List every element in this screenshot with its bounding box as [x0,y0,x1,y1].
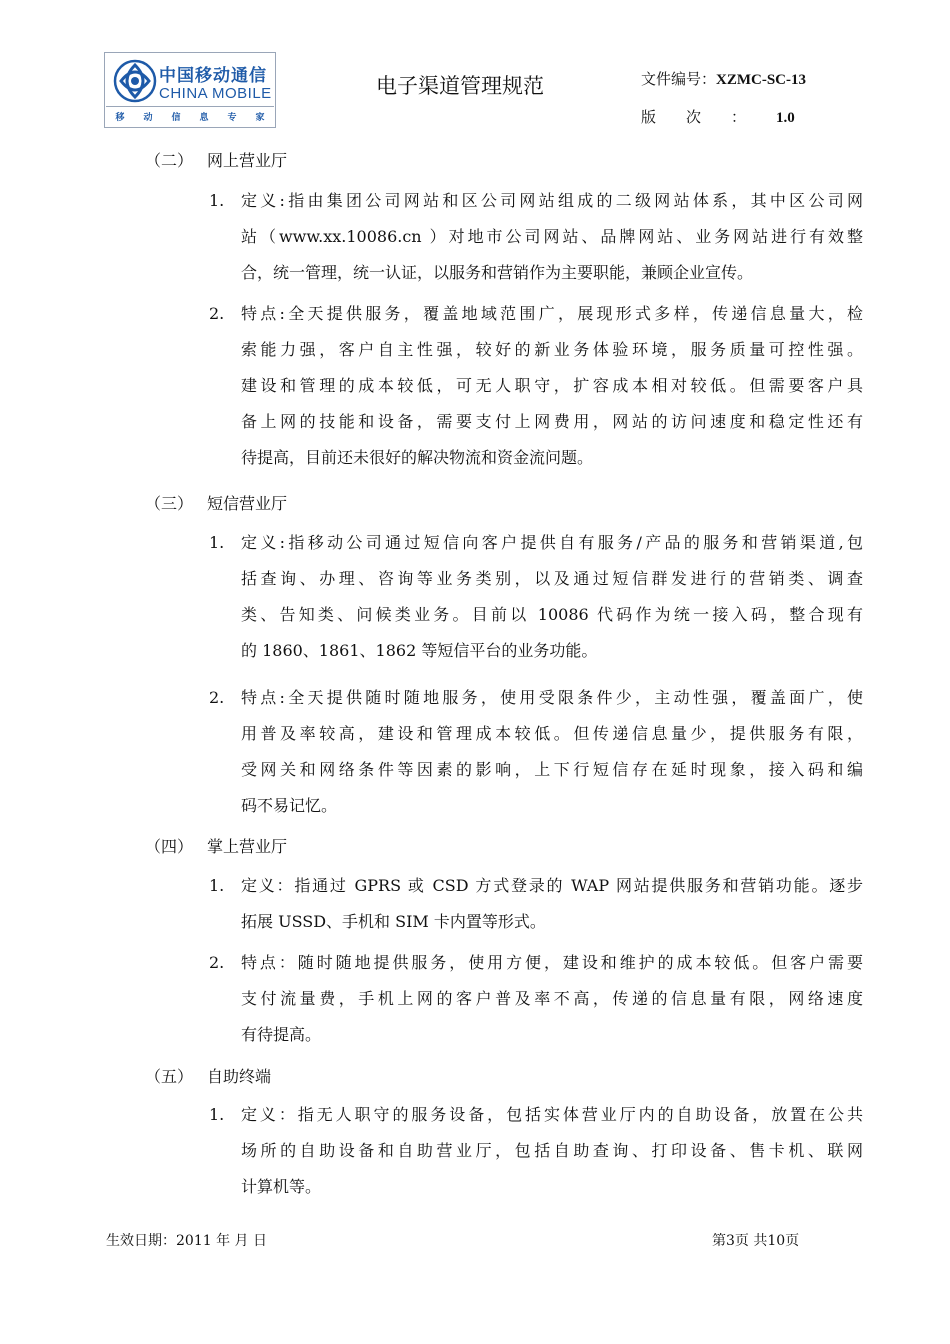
version-label: 版次： [641,108,777,126]
text-line: 特点:全天提供服务，覆盖地域范围广，展现形式多样，传递信息量大，检 [241,304,863,323]
document-title: 电子渠道管理规范 [376,74,544,98]
text-line: 括查询、办理、咨询等业务类别，以及通过短信群发进行的营销类、调查 [241,569,863,588]
text-line: 用普及率较高，建设和管理成本较低。但传递信息量少，提供服务有限， [241,724,863,743]
logo-chinese-name: 中国移动通信 [159,66,267,86]
text-line: 待提高，目前还未很好的解决物流和资金流问题。 [241,448,594,467]
section-title: 短信营业厅 [207,494,288,513]
text-line: 有待提高。 [241,1025,322,1044]
section-title: 掌上营业厅 [207,837,288,856]
logo-slogan-strip [106,106,274,125]
item-text [241,296,863,476]
item-text [241,945,863,1053]
section-number: （三） [145,494,194,513]
item-number: 2. [209,688,225,707]
item-number: 1. [209,191,225,210]
logo-slogan-char: 动 [143,112,153,123]
version-value: 1.0 [776,110,795,126]
text-line: 特点:全天提供随时随地服务，使用受限条件少，主动性强，覆盖面广，使 [241,688,863,707]
section-title: 网上营业厅 [207,151,288,170]
page-number: 第3页 共10页 [712,1233,800,1249]
logo-slogan-char: 信 [171,112,181,123]
item-number: 1. [209,876,225,895]
item-number: 2. [209,953,225,972]
china-mobile-emblem-icon [113,59,157,103]
item-text [241,183,863,291]
text-line: 的 1860、1861、1862 等短信平台的业务功能。 [241,641,598,660]
text-line: 索能力强，客户自主性强，较好的新业务体验环境，服务质量可控性强。 [241,340,863,359]
item-text [241,680,863,824]
text-line: 定义:指移动公司通过短信向客户提供自有服务/产品的服务和营销渠道,包 [241,533,863,552]
document-version [641,106,795,127]
section-heading [145,491,287,514]
logo-slogan-char: 移 [115,112,125,123]
item-number: 1. [209,533,225,552]
document-number-value: XZMC-SC-13 [716,72,807,88]
logo-slogan-char: 息 [199,112,209,123]
text-line: 定义:指由集团公司网站和区公司网站组成的二级网站体系，其中区公司网 [241,191,863,210]
text-line: 拓展 USSD、手机和 SIM 卡内置等形式。 [241,912,546,931]
item-text [241,868,863,940]
text-line: 类、告知类、问候类业务。目前以 10086 代码作为统一接入码，整合现有 [241,605,863,624]
item-number: 2. [209,304,225,323]
text-line: 支付流量费，手机上网的客户普及率不高，传递的信息量有限，网络速度 [241,989,863,1008]
section-number: （四） [145,837,194,856]
section-heading [145,834,287,857]
text-line: 站（www.xx.10086.cn ）对地市公司网站、品牌网站、业务网站进行有效整 [241,227,863,246]
text-line: 码不易记忆。 [241,796,338,815]
item-number: 1. [209,1105,225,1124]
section-title: 自助终端 [207,1067,272,1086]
logo-english-name: CHINA MOBILE [159,85,272,102]
section-number: （二） [145,151,194,170]
effective-date: 生效日期：2011 年 月 日 [106,1233,267,1249]
item-text [241,525,863,669]
text-line: 合，统一管理，统一认证，以服务和营销作为主要职能，兼顾企业宣传。 [241,263,754,282]
section-heading [145,1064,271,1087]
logo-slogan-char: 专 [227,112,237,123]
text-line: 受网关和网络条件等因素的影响，上下行短信存在延时现象，接入码和编 [241,760,863,779]
text-line: 建设和管理的成本较低，可无人职守，扩容成本相对较低。但需要客户具 [241,376,863,395]
text-line: 定义：指无人职守的服务设备，包括实体营业厅内的自助设备，放置在公共 [241,1105,863,1124]
item-text [241,1097,863,1205]
text-line: 定义：指通过 GPRS 或 CSD 方式登录的 WAP 网站提供服务和营销功能。逐步 [241,876,863,895]
text-line: 场所的自助设备和自助营业厅，包括自助查询、打印设备、售卡机、联网 [241,1141,863,1160]
text-line: 备上网的技能和设备，需要支付上网费用，网站的访问速度和稳定性还有 [241,412,863,431]
china-mobile-logo [104,52,276,128]
section-number: （五） [145,1067,194,1086]
document-number-label: 文件编号： [641,70,717,88]
text-line: 计算机等。 [241,1177,322,1196]
section-heading [145,148,287,171]
document-number [641,68,806,89]
logo-slogan-char: 家 [255,112,265,123]
text-line: 特点：随时随地提供服务，使用方便，建设和维护的成本较低。但客户需要 [241,953,863,972]
